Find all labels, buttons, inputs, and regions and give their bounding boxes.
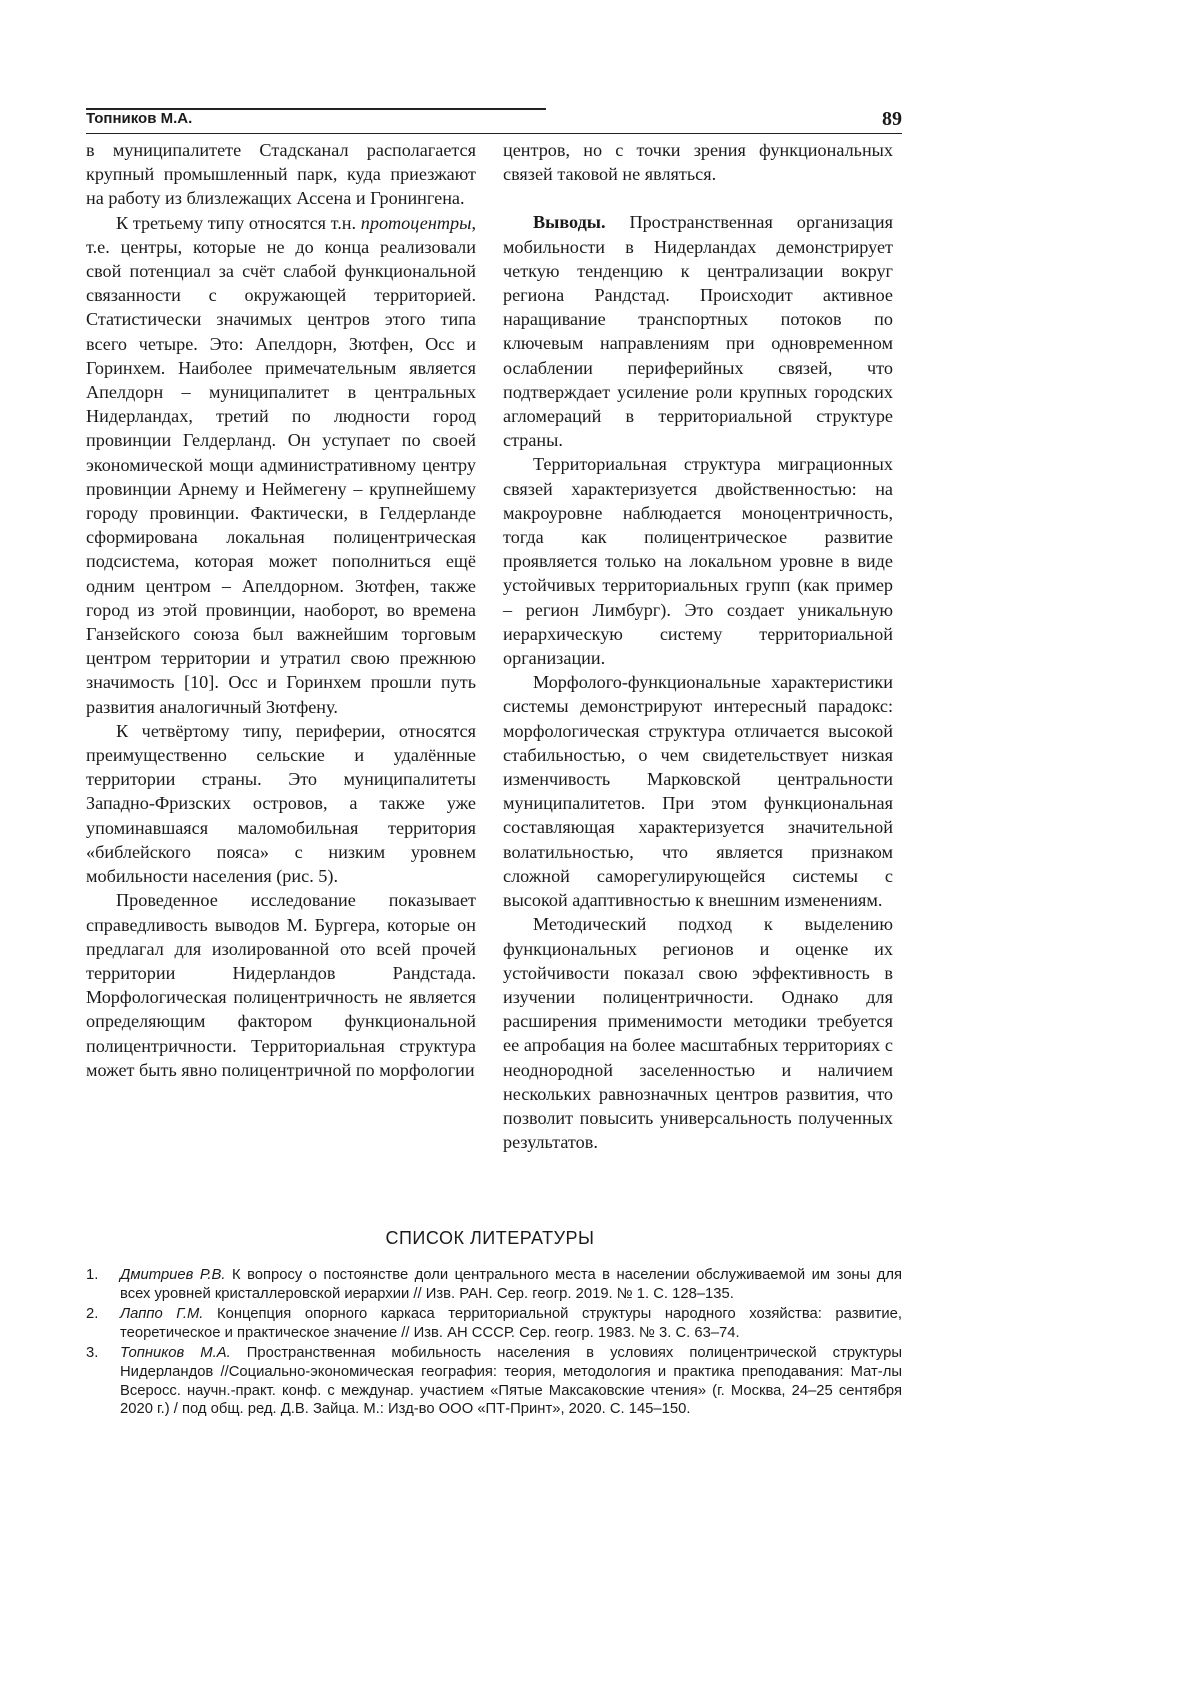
- reference-text: Концепция опорного каркаса территориальной структуры народного хозяйства: развитие, теоретическое и практическое значение // Изв. АН СССР. Сер. геогр. 1983. № 3. С. 63–74.: [120, 1306, 902, 1341]
- conclusions-paragraph: [503, 210, 893, 452]
- reference-number: 3.: [86, 1345, 99, 1362]
- references-title: СПИСОК ЛИТЕРАТУРЫ: [385, 1228, 595, 1248]
- reference-number: 2.: [86, 1306, 99, 1323]
- page-number: 89: [882, 108, 902, 130]
- right-column: [503, 138, 893, 1154]
- header-divider: [86, 133, 902, 134]
- reference-author: Топников М.А.: [120, 1345, 231, 1362]
- conclusions-heading: Выводы.: [533, 212, 606, 233]
- left-column: [86, 138, 476, 1082]
- reference-author: Лаппо Г.М.: [120, 1306, 204, 1323]
- paragraph: Территориальная структура миграционных связей характеризуется двойственностью: на макроуровне наблюдается моноцентричность, тогда как полицентрическое развитие проявляется только на локальном уровне в виде устойчивых территориальных групп (как пример – регион Лимбург). Это создает уникальную иерархическую систему территориальной организации.: [503, 454, 893, 669]
- paragraph-text: Пространственная организация мобильности в Нидерландах демонстрирует четкую тенденцию к централизации вокруг региона Рандстад. Происходит активное наращивание транспортных потоков по ключевым направлениям при одновременном ослаблении периферийных связей, что подтверждает усиление роли крупных городских агломераций в территориальной структуре страны.: [503, 212, 893, 451]
- running-header-author: Топников М.А.: [86, 110, 193, 127]
- emphasized-term: протоцентры: [360, 212, 472, 233]
- reference-item: [86, 1305, 902, 1342]
- reference-text: Пространственная мобильность населения в условиях полицентрической структуры Нидерландов //Социально-экономическая география: теория, методология и практика преподавания: Мат-лы Всеросс. научн.-практ. конф. с междунар. участием «Пятые Максаковские чтения» (г. Москва, 24–25 сентября 2020 г.) / под общ. ред. Д.В. Зайца. М.: Изд-во ООО «ПТ-Принт», 2020. С. 145–150.: [120, 1345, 902, 1418]
- paragraph: Методический подход к выделению функциональных регионов и оценке их устойчивости показал свою эффективность в изучении полицентричности. Однако для расширения применимости методики требуется ее апробация на более масштабных территориях с неоднородной заселенностью и наличием нескольких равнозначных центров развития, что позволит повысить универсальность полученных результатов.: [503, 914, 893, 1153]
- paragraph-text: , т.е. центры, которые не до конца реализовали свой потенциал за счёт слабой функциональной связанности с окружающей территорией. Статистически значимых центров этого типа всего четыре. Это: Апелдорн, Зютфен, Осс и Горинхем. Наиболее примечательным является Апелдорн – муниципалитет в центральных Нидерландах, третий по людности город провинции Гелдерланд. Он уступает по своей экономической мощи административному центру провинции Арнему и Неймегену – крупнейшему городу провинции. Фактически, в Гелдерланде сформирована локальная полицентрическая подсистема, которая может пополниться ещё одним центром – Апелдорном. Зютфен, также город из этой провинции, наоборот, во времена Ганзейского союза был важнейшим торговым центром территории и утратил свою прежнюю значимость [10]. Осс и Горинхем прошли путь развития аналогичный Зютфену.: [86, 212, 476, 717]
- paragraph: Проведенное исследование показывает справедливость выводов М. Бургера, которые он предлагал для изолированной ото всей прочей территории Нидерландов Рандстада. Морфологическая полицентричность не является определяющим фактором функциональной полицентричности. Территориальная структура может быть явно полицентричной по морфологии: [86, 890, 476, 1080]
- paragraph-text: К третьему типу относятся т.н.: [116, 212, 361, 233]
- reference-text: К вопросу о постоянстве доли центрального места в населении обслуживаемой им зоны для всех уровней кристаллеровской иерархии // Изв. РАН. Сер. геогр. 2019. № 1. С. 128–135.: [120, 1267, 902, 1302]
- paragraph: Морфолого-функциональные характеристики системы демонстрируют интересный парадокс: морфологическая структура отличается высокой стабильностью, о чем свидетельствует низкая изменчивость Марковской центральности муниципалитетов. При этом функциональная составляющая характеризуется значительной волатильностью, что является признаком сложной саморегулирующейся системы с высокой адаптивностью к внешним изменениям.: [503, 672, 893, 911]
- reference-number: 1.: [86, 1267, 99, 1283]
- reference-item: [86, 1344, 902, 1418]
- references-list: [86, 1266, 902, 1421]
- reference-item: [86, 1266, 902, 1303]
- paragraph: К четвёртому типу, периферии, относятся преимущественно сельские и удалённые территории страны. Это муниципалитеты Западно-Фризских островов, а также уже упоминавшаяся маломобильная территория «библейского пояса» с низким уровнем мобильности населения (рис. 5).: [86, 720, 476, 887]
- paragraph: [86, 211, 476, 719]
- reference-author: Дмитриев Р.В.: [120, 1267, 226, 1283]
- paragraph: в муниципалитете Стадсканал располагается крупный промышленный парк, куда приезжают на работу из близлежащих Ассена и Гронингена.: [86, 140, 476, 209]
- paragraph: центров, но с точки зрения функциональных связей таковой не являться.: [503, 140, 893, 185]
